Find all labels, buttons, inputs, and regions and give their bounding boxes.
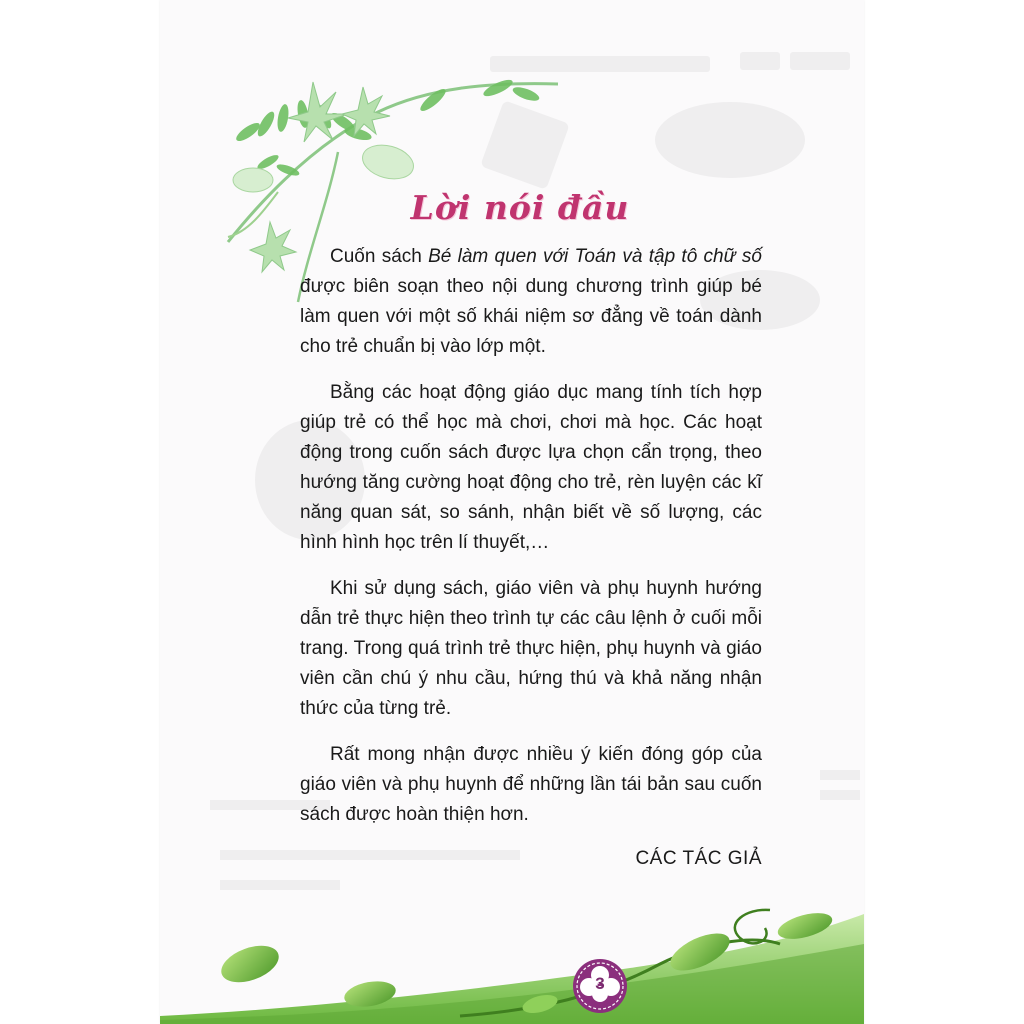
author-signature: CÁC TÁC GIẢ: [635, 848, 762, 869]
page-title: Lời nói đầu: [410, 188, 630, 227]
preface-text: [300, 242, 762, 874]
page-number-badge: [570, 956, 630, 1016]
paragraph-3: Khi sử dụng sách, giáo viên và phụ huynh hướng dẫn trẻ thực hiện theo trình tự các câu lệnh ở cuối mỗi trang. Trong quá trình trẻ thực hiện, phụ huynh và giáo viên cần chú ý nhu cầu, hứng thú và khả năng nhận thức của từng trẻ.: [300, 578, 762, 719]
book-title: Bé làm quen với Toán và tập tô chữ số: [428, 246, 762, 267]
paragraph-2: Bằng các hoạt động giáo dục mang tính tích hợp giúp trẻ có thể học mà chơi, chơi mà học. Các hoạt động trong cuốn sách được lựa chọn cẩn trọng, theo hướng tăng cường hoạt động cho trẻ, rèn luyện các kĩ năng quan sát, so sánh, nhận biết về số lượng, các hình hình học trên lí thuyết,…: [300, 382, 762, 553]
book-page: [160, 0, 864, 1024]
paragraph-4: Rất mong nhận được nhiều ý kiến đóng góp của giáo viên và phụ huynh để những lần tái bản sau cuốn sách được hoàn thiện hơn.: [300, 744, 762, 825]
page-number: 3: [595, 974, 605, 993]
leaf-vine-icon: [160, 904, 864, 1024]
paragraph-1: Cuốn sách Bé làm quen với Toán và tập tô chữ số được biên soạn theo nội dung chương trình giúp bé làm quen với một số khái niệm sơ đẳng về toán dành cho trẻ chuẩn bị vào lớp một.: [300, 246, 762, 357]
